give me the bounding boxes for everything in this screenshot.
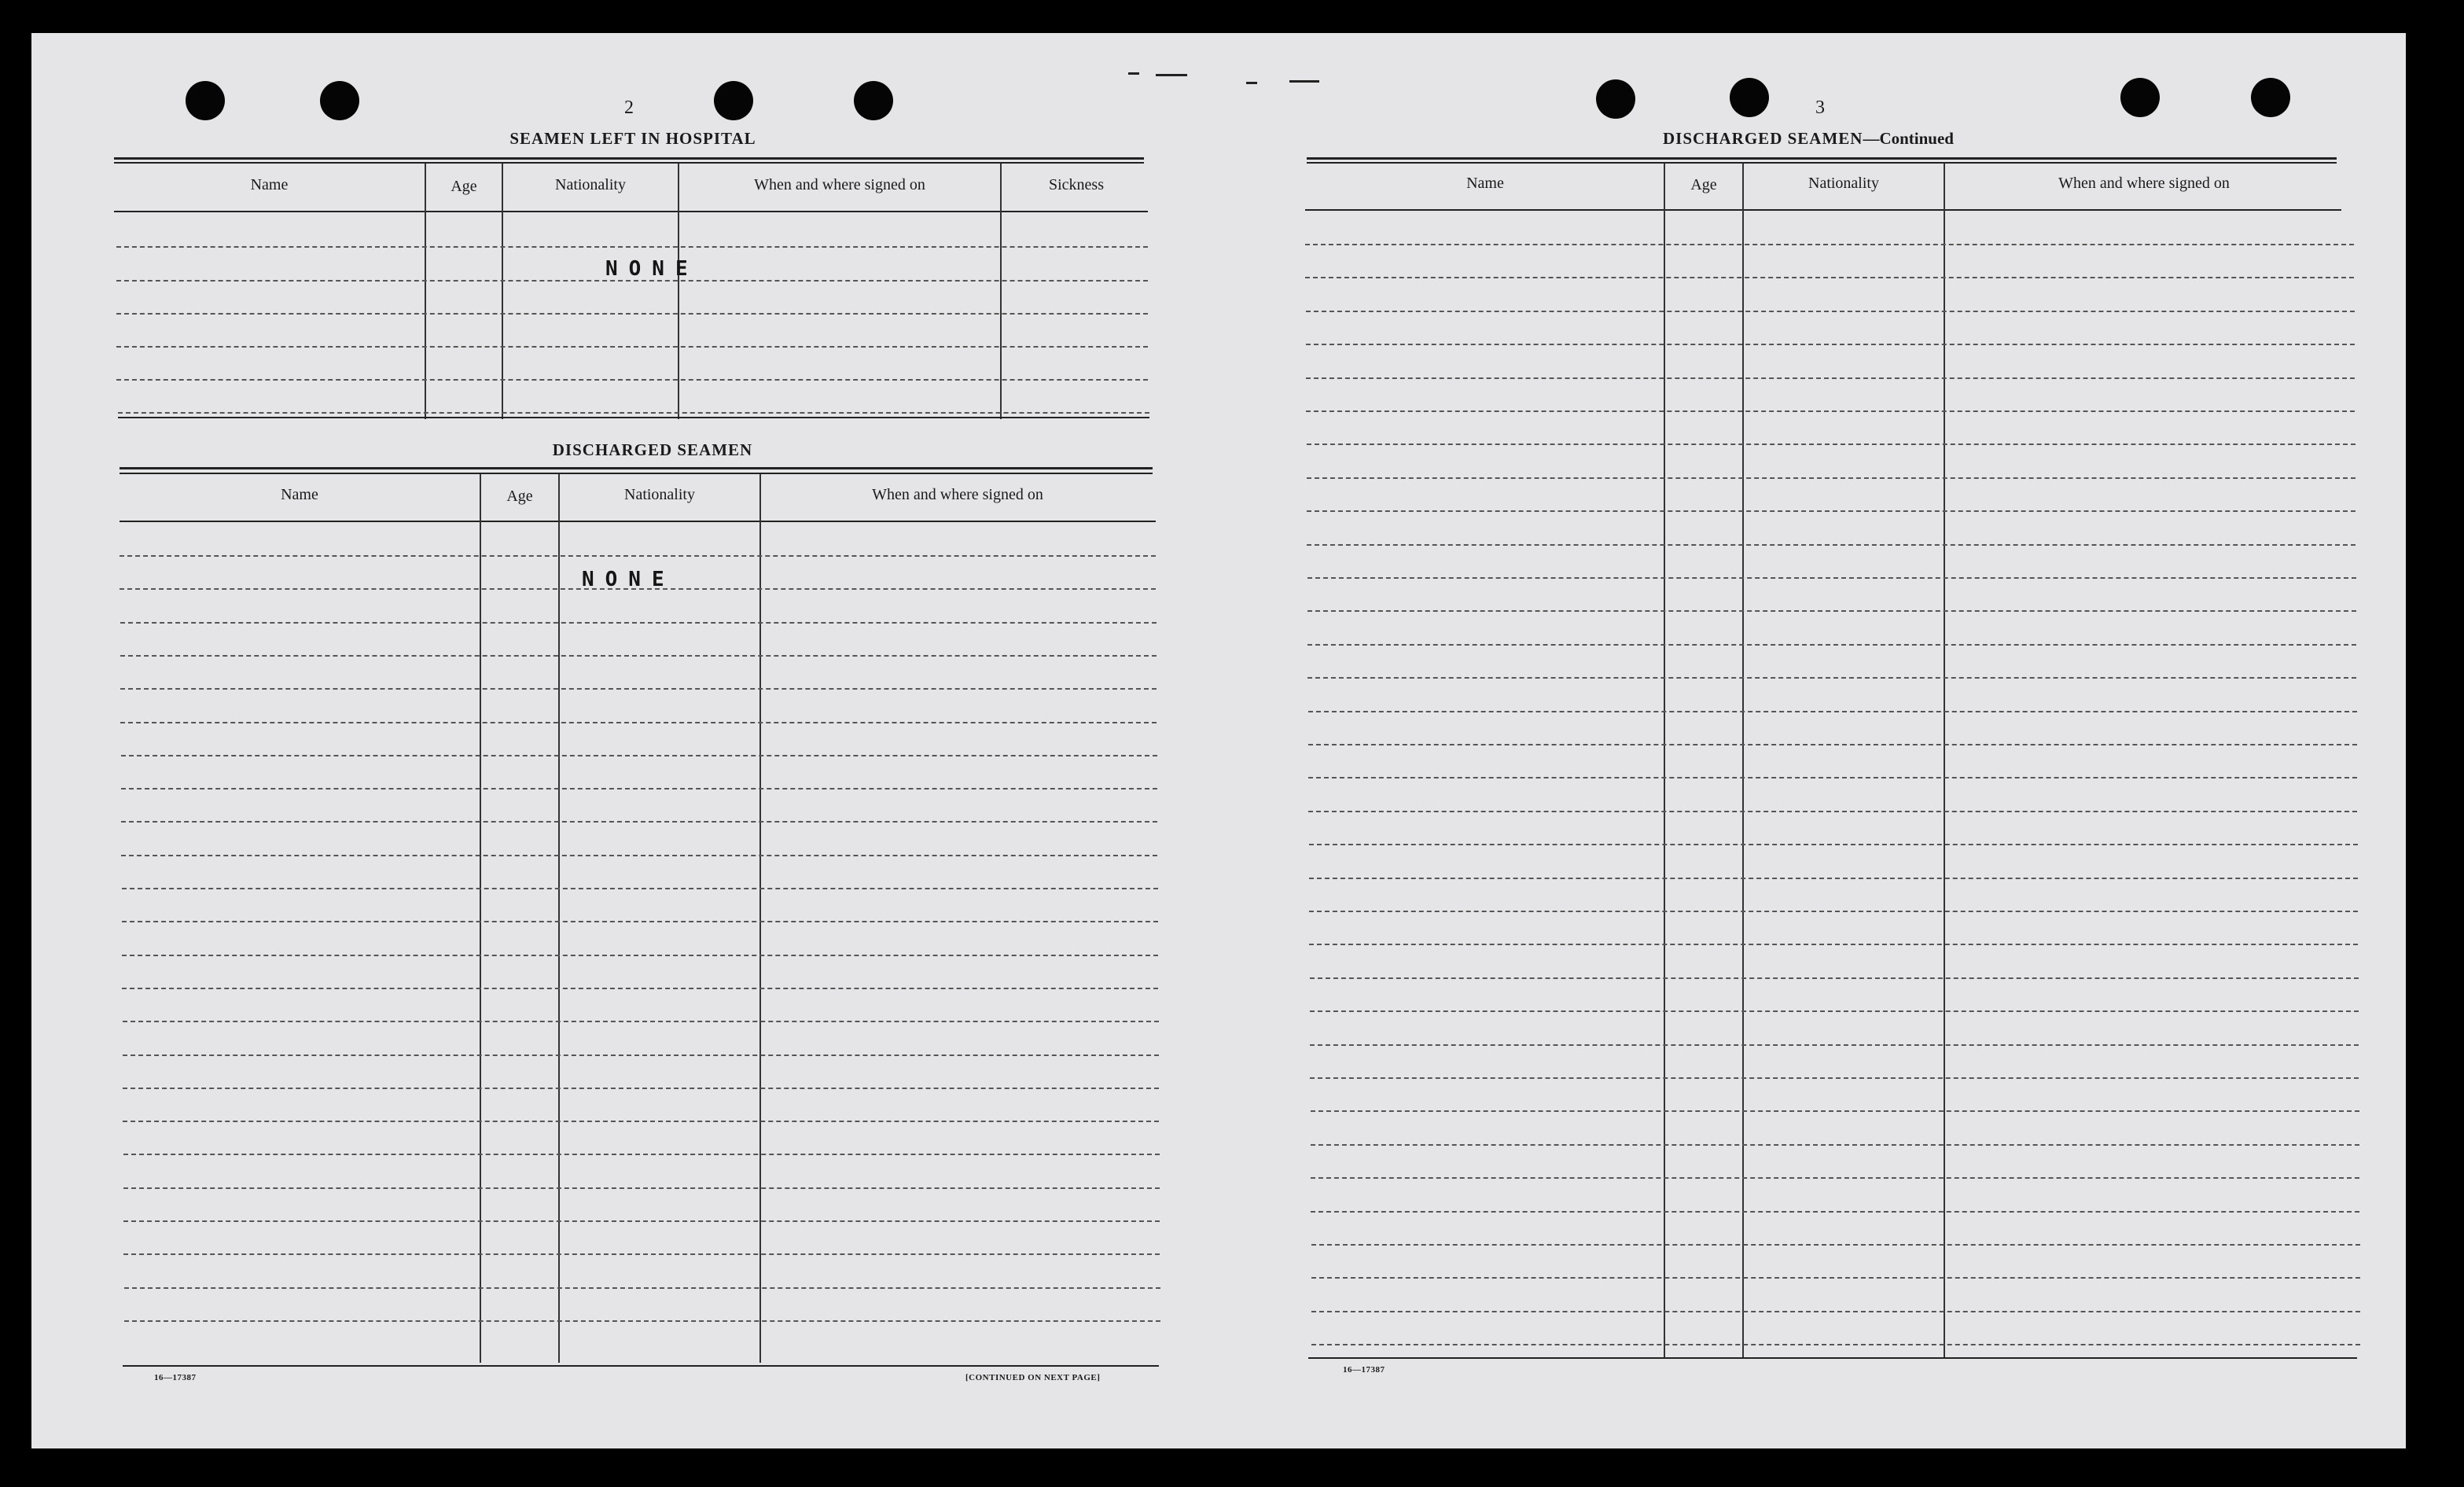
entry-line (116, 346, 1148, 348)
hospital-table-title: SEAMEN LEFT IN HOSPITAL (509, 129, 756, 148)
column-divider (480, 474, 481, 1363)
entry-line (1307, 444, 2356, 445)
stray-mark (1156, 74, 1187, 76)
table-top-rule (114, 162, 1144, 164)
entry-line (122, 955, 1158, 956)
entry-line (116, 379, 1148, 381)
entry-line (1307, 510, 2356, 512)
entry-line (120, 722, 1157, 723)
column-header-name: Name (281, 486, 318, 503)
entry-line (1307, 477, 2356, 479)
header-rule (1305, 209, 2341, 211)
column-header-signed-on: When and where signed on (2058, 175, 2230, 192)
entry-line (118, 412, 1149, 414)
entry-line (1309, 878, 2358, 879)
entry-line (1307, 577, 2356, 579)
header-rule (114, 211, 1148, 212)
entry-line (1309, 911, 2358, 912)
continued-note: [CONTINUED ON NEXT PAGE] (965, 1373, 1101, 1382)
entry-line (120, 688, 1157, 690)
entry-line (1311, 1244, 2360, 1246)
table-top-rule (120, 467, 1153, 469)
column-header-nationality: Nationality (1808, 175, 1879, 192)
column-header-signed-on: When and where signed on (872, 486, 1043, 503)
entry-line (121, 788, 1157, 790)
entry-line (1308, 811, 2357, 812)
entry-line (122, 988, 1158, 989)
entry-line (124, 1320, 1160, 1322)
header-rule (120, 521, 1156, 522)
hospital-none-entry: NONE (605, 257, 699, 281)
entry-line (1311, 1110, 2359, 1112)
entry-line (122, 888, 1158, 889)
table-top-rule (120, 473, 1153, 474)
entry-line (1306, 377, 2355, 379)
entry-line (1311, 1144, 2359, 1146)
entry-line (120, 622, 1157, 624)
punch-hole (320, 81, 359, 120)
entry-line (1310, 1077, 2359, 1079)
form-number: 16—17387 (154, 1373, 197, 1382)
punch-hole (854, 81, 893, 120)
entry-line (123, 1021, 1159, 1022)
page-number: 3 (1815, 98, 1825, 118)
page-number: 2 (624, 98, 634, 118)
table-bottom-rule (118, 417, 1149, 418)
entry-line (1308, 711, 2357, 712)
entry-line (1311, 1311, 2360, 1312)
entry-line (1306, 344, 2355, 345)
column-header-name: Name (250, 176, 289, 193)
punch-hole (1730, 78, 1769, 117)
table-bottom-rule (123, 1365, 1159, 1367)
continued-table-title (1557, 129, 2060, 149)
entry-line (123, 1055, 1159, 1056)
entry-line (1311, 1177, 2359, 1179)
column-header-nationality: Nationality (624, 486, 695, 503)
table-top-rule (1307, 157, 2337, 160)
entry-line (1307, 644, 2356, 646)
entry-line (120, 655, 1157, 657)
table-top-rule (114, 157, 1144, 160)
entry-line (1310, 977, 2359, 979)
entry-line (1305, 244, 2354, 245)
entry-line (123, 1187, 1160, 1189)
punch-hole (714, 81, 753, 120)
discharged-none-entry: NONE (582, 568, 675, 591)
table-top-rule (1307, 162, 2337, 164)
continued-table-title-main: DISCHARGED SEAMEN (1663, 129, 1863, 148)
column-header-age: Age (506, 488, 533, 505)
column-header-age: Age (451, 178, 477, 195)
entry-line (1309, 844, 2358, 845)
stray-mark (1246, 82, 1257, 84)
document-paper (31, 33, 2406, 1448)
column-divider (425, 164, 426, 419)
column-divider (1000, 164, 1002, 419)
entry-line (116, 313, 1148, 315)
continued-table-title-suffix: —Continued (1863, 129, 1954, 148)
table-bottom-rule (1308, 1357, 2357, 1359)
stray-mark (1128, 72, 1139, 75)
entry-line (1307, 677, 2356, 679)
entry-line (1311, 1344, 2360, 1345)
column-header-signed-on: When and where signed on (754, 176, 925, 193)
punch-hole (2120, 78, 2160, 117)
entry-line (121, 755, 1157, 756)
punch-hole (1596, 79, 1635, 119)
entry-line (123, 1088, 1159, 1089)
entry-line (121, 855, 1157, 856)
punch-hole (2251, 78, 2290, 117)
entry-line (1306, 311, 2355, 312)
entry-line (123, 1220, 1160, 1222)
entry-line (123, 1253, 1160, 1255)
entry-line (1305, 277, 2354, 278)
column-header-sickness: Sickness (1049, 176, 1104, 193)
entry-line (1310, 1044, 2359, 1046)
entry-line (1309, 944, 2358, 945)
punch-hole (186, 81, 225, 120)
column-divider (678, 164, 679, 419)
entry-line (124, 1287, 1160, 1289)
column-divider (502, 164, 503, 419)
entry-line (121, 821, 1157, 823)
column-header-nationality: Nationality (555, 176, 626, 193)
entry-line (122, 921, 1158, 922)
stray-mark (1289, 80, 1319, 83)
entry-line (123, 1121, 1159, 1122)
column-divider (759, 474, 761, 1363)
column-header-age: Age (1690, 176, 1717, 193)
column-header-name: Name (1466, 175, 1504, 192)
discharged-table-title: DISCHARGED SEAMEN (552, 440, 753, 459)
entry-line (1311, 1211, 2359, 1213)
entry-line (1306, 410, 2355, 412)
entry-line (123, 1154, 1160, 1155)
entry-line (1307, 544, 2356, 546)
entry-line (116, 246, 1148, 248)
entry-line (1311, 1277, 2360, 1279)
entry-line (1308, 777, 2357, 778)
column-divider (558, 474, 560, 1363)
entry-line (1310, 1010, 2359, 1012)
entry-line (1307, 610, 2356, 612)
entry-line (1308, 744, 2357, 745)
form-number: 16—17387 (1343, 1365, 1385, 1375)
entry-line (120, 555, 1156, 557)
